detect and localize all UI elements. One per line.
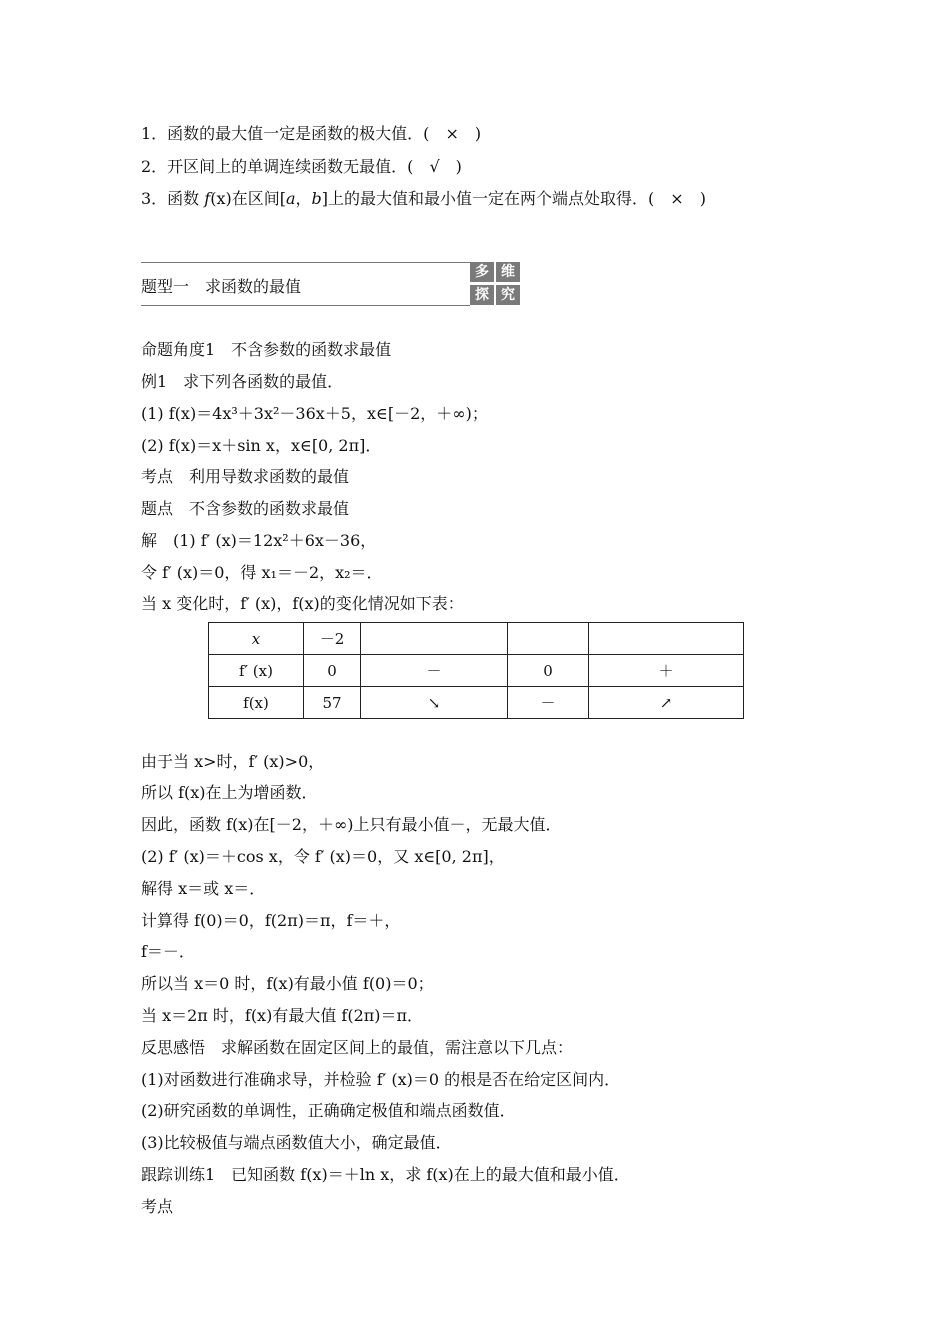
table-cell: －2 [304,623,361,655]
part2-line-2: 解得 x＝或 x＝． [141,879,266,898]
variation-table [208,622,744,719]
judgment-2-close: ) [439,157,462,176]
var-a: a [285,189,296,208]
table-row [209,623,744,655]
question-2: (2) f(x)＝x＋sin x，x∈[0, 2π]． [141,436,382,455]
section-badge [470,262,522,306]
comma: ， [295,189,312,208]
solution-line-1: 解 (1) f′ (x)＝12x²＋6x－36， [141,531,377,550]
table-cell: f(x) [209,687,304,719]
table-cell: － [361,655,508,687]
judgment-3-close: ) [683,189,706,208]
table-cell: 0 [304,655,361,687]
table-cell [361,623,508,655]
after-table-2: 所以 f(x)在上为增函数． [141,783,318,802]
judgment-3 [141,189,706,209]
reflection-heading: 反思感悟 求解函数在固定区间上的最值，需注意以下几点： [141,1038,574,1057]
part2-line-3: 计算得 f(0)＝0，f(2π)＝π，f＝＋， [141,911,401,930]
func-arg: (x) [210,189,232,208]
table-cell: － [508,687,589,719]
badge-char-2: 维 [496,262,520,282]
judgment-3-mid: 在区间[ [231,189,286,208]
cross-mark: × [445,124,459,143]
judgment-2-text: 2．开区间上的单调连续函数无最值．( [141,157,430,176]
solution-line-2: 令 f′ (x)＝0，得 x₁＝－2，x₂＝． [141,563,383,582]
question-1: (1) f(x)＝4x³＋3x²－36x＋5，x∈[－2，＋∞)； [141,404,488,423]
table-cell: ＋ [589,655,744,687]
after-table-1: 由于当 x>时，f′ (x)>0， [141,752,325,771]
cross-mark: × [670,189,684,208]
reflection-point-2: (2)研究函数的单调性，正确确定极值和端点函数值． [141,1101,516,1120]
part2-line-4: f＝－． [141,942,195,961]
angle-heading: 命题角度1 不含参数的函数求最值 [141,340,392,359]
check-mark: √ [429,157,440,176]
section-header [141,262,470,306]
judgment-3-rest: ]上的最大值和最小值一定在两个端点处取得．( [321,189,671,208]
table-row [209,687,744,719]
example-heading: 例1 求下列各函数的最值． [141,372,344,391]
table-cell [508,623,589,655]
badge-char-1: 多 [470,262,494,282]
increase-arrow: ↗ [589,687,744,719]
section-title: 题型一 求函数的最值 [141,277,302,296]
table-cell: 57 [304,687,361,719]
table-cell [589,623,744,655]
func-f: f [204,189,211,208]
after-table-3: 因此，函数 f(x)在[－2，＋∞)上只有最小值－，无最大值． [141,815,562,834]
kaodian-line: 考点 利用导数求函数的最值 [141,467,350,486]
table-cell: x [209,623,304,655]
judgment-2 [141,157,462,177]
part2-line-6: 当 x＝2π 时，f(x)有最大值 f(2π)＝π． [141,1006,424,1025]
solution-line-3: 当 x 变化时，f′ (x)，f(x)的变化情况如下表： [141,594,464,613]
table-cell: f′ (x) [209,655,304,687]
judgment-3-prefix: 3．函数 [141,189,205,208]
judgment-1-text: 1．函数的最大值一定是函数的极大值．( [141,124,446,143]
table-row [209,655,744,687]
kaodian-line-2: 考点 [141,1197,174,1216]
judgment-1-close: ) [458,124,482,143]
reflection-point-3: (3)比较极值与端点函数值大小，确定最值． [141,1133,452,1152]
reflection-point-1: (1)对函数进行准确求导，并检验 f′ (x)＝0 的根是否在给定区间内． [141,1070,621,1089]
tracking-exercise: 跟踪训练1 已知函数 f(x)＝＋ln x，求 f(x)在上的最大值和最小值． [141,1165,630,1184]
badge-char-3: 探 [470,285,494,305]
badge-char-4: 究 [496,285,520,305]
var-b: b [311,189,322,208]
part2-line-1: (2) f′ (x)＝＋cos x，令 f′ (x)＝0，又 x∈[0, 2π]， [141,847,505,866]
table-cell: 0 [508,655,589,687]
judgment-1 [141,124,481,144]
tidian-line: 题点 不含参数的函数求最值 [141,499,350,518]
decrease-arrow: ↘ [361,687,508,719]
part2-line-5: 所以当 x＝0 时，f(x)有最小值 f(0)＝0； [141,974,434,993]
